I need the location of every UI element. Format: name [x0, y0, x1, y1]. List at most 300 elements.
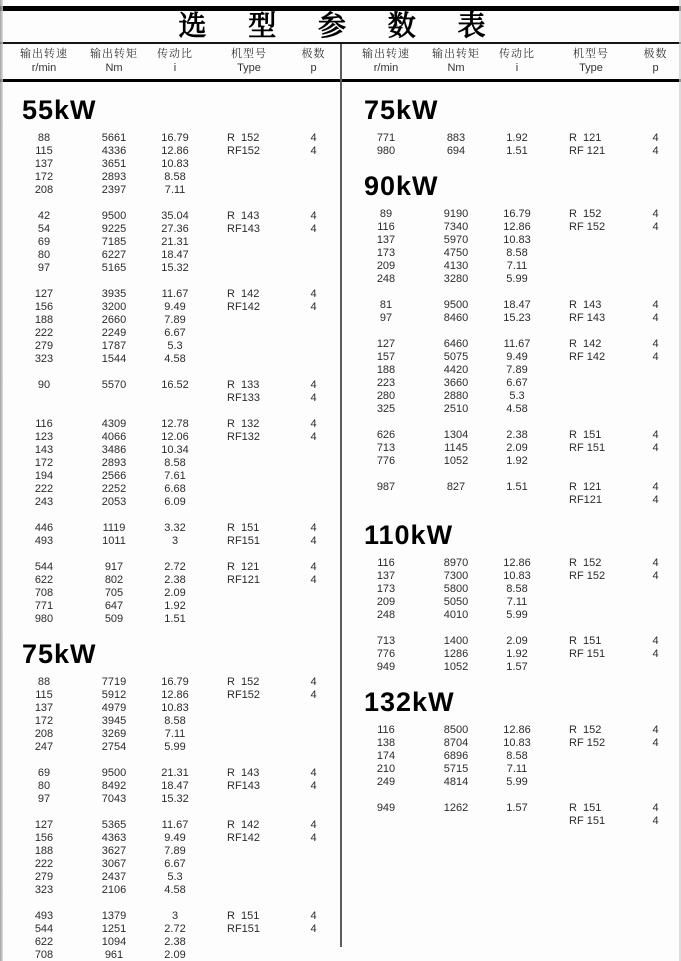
cell-model-type	[552, 583, 630, 596]
cell-ratio: 15.23	[503, 312, 531, 324]
cell-output-torque: 2893	[101, 457, 127, 469]
cell-output-torque: 3660	[443, 377, 469, 389]
cell-output-speed: 97	[37, 793, 51, 805]
cell-output-torque: 2053	[101, 496, 127, 508]
cell-ratio: 2.09	[506, 635, 528, 647]
cell-ratio: 4.58	[164, 884, 186, 896]
cell-poles: 4	[652, 221, 659, 233]
cell-output-speed: 325	[376, 403, 396, 415]
table-row	[342, 221, 681, 234]
cell-output-torque: 4066	[101, 431, 127, 443]
cell-poles	[288, 262, 339, 275]
cell-ratio: 12.86	[503, 724, 531, 736]
cell-output-speed: 127	[376, 338, 396, 350]
cell-model-type: R 152	[227, 132, 260, 144]
cell-ratio: 16.79	[161, 132, 189, 144]
cell-poles	[288, 871, 339, 884]
cell-ratio: 16.79	[161, 676, 189, 688]
table-row	[0, 431, 340, 444]
cell-ratio: 2.09	[506, 442, 528, 454]
col-header-unit: p	[310, 62, 317, 74]
cell-ratio: 12.86	[503, 557, 531, 569]
cell-output-speed	[342, 494, 430, 507]
cell-output-speed: 138	[376, 737, 396, 749]
cell-output-speed: 622	[34, 574, 54, 586]
cell-poles: 4	[652, 312, 659, 324]
cell-model-type: R 151	[227, 522, 260, 534]
table-row	[342, 442, 681, 455]
cell-ratio: 8.58	[506, 247, 528, 259]
cell-output-torque: 1094	[101, 936, 127, 948]
cell-model-type: R 133	[227, 379, 260, 391]
cell-model-type: RF142	[227, 301, 261, 313]
cell-output-torque: 1119	[102, 522, 126, 534]
cell-model-type: RF152	[227, 689, 261, 701]
row-group	[0, 910, 340, 961]
cell-model-type	[210, 158, 288, 171]
table-row	[0, 483, 340, 496]
cell-poles: 4	[310, 832, 317, 844]
cell-output-speed: 88	[37, 132, 51, 144]
row-group	[342, 635, 681, 674]
section-heading-110kw: 110kW	[364, 520, 454, 550]
cell-ratio: 10.83	[161, 702, 189, 714]
cell-output-speed: 280	[376, 390, 396, 402]
row-group	[0, 379, 340, 405]
table-row	[0, 353, 340, 366]
table-row	[342, 145, 681, 158]
table-row	[342, 737, 681, 750]
cell-model-type	[210, 587, 288, 600]
cell-model-type	[210, 793, 288, 806]
cell-ratio: 27.36	[161, 223, 189, 235]
cell-poles	[288, 793, 339, 806]
cell-model-type	[210, 702, 288, 715]
cell-output-speed: 713	[376, 635, 396, 647]
cell-poles	[288, 741, 339, 754]
cell-poles	[630, 234, 681, 247]
cell-ratio: 7.11	[506, 260, 528, 272]
cell-model-type: RF133	[227, 392, 261, 404]
table-row	[342, 557, 681, 570]
col-header-label: 输出转矩	[90, 48, 138, 60]
cell-output-speed: 172	[34, 457, 54, 469]
cell-model-type	[210, 457, 288, 470]
cell-output-speed: 949	[376, 802, 396, 814]
cell-poles	[288, 353, 339, 366]
table-row	[0, 689, 340, 702]
cell-output-torque: 5050	[443, 596, 469, 608]
cell-output-speed: 137	[34, 702, 54, 714]
cell-ratio: 10.83	[503, 570, 531, 582]
cell-model-type	[210, 327, 288, 340]
cell-poles: 4	[652, 802, 659, 814]
section-heading-75kw: 75kW	[364, 95, 439, 125]
table-row	[342, 132, 681, 145]
table-row	[0, 288, 340, 301]
cell-ratio: 1.92	[164, 600, 186, 612]
table-row	[342, 455, 681, 468]
cell-model-type: RF121	[569, 494, 603, 506]
cell-output-speed: 544	[34, 561, 54, 573]
cell-output-speed: 323	[34, 884, 54, 896]
cell-poles	[288, 600, 339, 613]
cell-model-type	[210, 171, 288, 184]
cell-model-type: RF143	[227, 223, 261, 235]
table-row	[342, 763, 681, 776]
table-row	[0, 741, 340, 754]
cell-output-torque: 1145	[444, 442, 468, 454]
cell-poles: 4	[652, 338, 659, 350]
cell-output-torque: 1286	[443, 648, 469, 660]
cell-output-torque: 917	[104, 561, 124, 573]
cell-output-speed: 127	[34, 819, 54, 831]
cell-poles	[630, 247, 681, 260]
table-row	[0, 728, 340, 741]
table-row	[0, 418, 340, 431]
cell-ratio: 1.51	[506, 481, 528, 493]
cell-output-torque: 1011	[102, 535, 126, 547]
cell-poles: 4	[652, 208, 659, 220]
cell-ratio: 5.3	[167, 871, 183, 883]
table-row	[342, 635, 681, 648]
right-table-body	[342, 97, 681, 828]
cell-output-speed: 156	[34, 832, 54, 844]
cell-output-speed: 97	[37, 262, 51, 274]
table-row	[342, 815, 681, 828]
cell-output-torque: 6227	[101, 249, 127, 261]
cell-output-torque: 5800	[443, 583, 469, 595]
cell-model-type	[552, 234, 630, 247]
cell-model-type	[210, 496, 288, 509]
row-group	[342, 802, 681, 828]
cell-poles	[288, 728, 339, 741]
cell-poles: 4	[652, 351, 659, 363]
cell-model-type	[552, 750, 630, 763]
col-header-output-torque	[430, 48, 482, 75]
cell-output-speed: 174	[376, 750, 396, 762]
cell-output-torque: 2754	[101, 741, 127, 753]
cell-ratio	[482, 494, 552, 507]
cell-poles: 4	[652, 494, 659, 506]
cell-output-speed: 115	[35, 145, 53, 157]
cell-output-torque: 4336	[101, 145, 127, 157]
cell-output-torque: 7719	[101, 676, 127, 688]
cell-poles	[630, 377, 681, 390]
cell-poles	[288, 236, 339, 249]
cell-output-torque: 647	[104, 600, 124, 612]
cell-ratio: 10.34	[161, 444, 189, 456]
cell-poles	[630, 260, 681, 273]
cell-output-torque: 4309	[101, 418, 127, 430]
table-row	[342, 273, 681, 286]
left-table-body	[0, 97, 340, 961]
cell-poles	[630, 661, 681, 674]
cell-poles	[288, 249, 339, 262]
cell-poles	[630, 596, 681, 609]
cell-poles	[288, 702, 339, 715]
col-header-unit: i	[515, 62, 519, 74]
cell-model-type: R 151	[569, 802, 602, 814]
table-row	[342, 390, 681, 403]
table-row	[0, 496, 340, 509]
cell-output-torque: 2437	[101, 871, 127, 883]
cell-output-speed: 116	[377, 724, 395, 736]
cell-poles: 4	[652, 442, 659, 454]
cell-model-type	[210, 262, 288, 275]
cell-model-type: RF151	[227, 535, 261, 547]
cell-model-type: RF151	[227, 923, 261, 935]
cell-output-torque: 8970	[443, 557, 469, 569]
cell-ratio: 15.32	[161, 793, 189, 805]
col-header-label: 极数	[301, 48, 326, 60]
cell-poles: 4	[652, 648, 659, 660]
cell-output-torque: 5715	[443, 763, 469, 775]
table-row	[0, 587, 340, 600]
table-row	[342, 338, 681, 351]
cell-poles	[288, 858, 339, 871]
cell-output-speed: 81	[379, 299, 393, 311]
cell-model-type	[210, 236, 288, 249]
cell-ratio: 2.72	[164, 923, 186, 935]
cell-output-torque: 2397	[101, 184, 127, 196]
cell-ratio: 35.04	[161, 210, 189, 222]
row-group	[0, 418, 340, 509]
col-header-label: 输出转速	[362, 48, 410, 60]
col-header-label: 极数	[643, 48, 668, 60]
cell-ratio: 21.31	[161, 236, 189, 248]
cell-output-speed: 248	[376, 609, 396, 621]
cell-ratio: 8.58	[506, 583, 528, 595]
cell-output-torque: 8704	[443, 737, 469, 749]
cell-ratio: 2.38	[506, 429, 528, 441]
cell-output-speed: 143	[34, 444, 54, 456]
cell-output-torque: 1787	[101, 340, 127, 352]
table-row	[0, 132, 340, 145]
cell-ratio: 18.47	[503, 299, 531, 311]
cell-ratio: 18.47	[161, 780, 189, 792]
cell-output-speed: 137	[376, 570, 396, 582]
cell-poles	[288, 936, 339, 949]
cell-poles	[630, 763, 681, 776]
cell-output-torque: 883	[446, 132, 466, 144]
page-title: 选 型 参 数 表	[178, 10, 503, 41]
col-header-label: 输出转矩	[432, 48, 480, 60]
cell-output-torque: 1544	[101, 353, 127, 365]
cell-output-speed: 69	[37, 236, 51, 248]
cell-poles: 4	[310, 574, 317, 586]
table-row	[342, 299, 681, 312]
cell-output-torque: 5661	[101, 132, 127, 144]
cell-output-speed: 247	[34, 741, 54, 753]
col-header-unit: r/min	[373, 62, 399, 74]
col-header-unit: Type	[579, 62, 603, 74]
cell-model-type	[210, 858, 288, 871]
cell-output-speed: 771	[34, 600, 54, 612]
cell-output-torque: 1052	[443, 661, 469, 673]
cell-model-type	[210, 871, 288, 884]
cell-output-torque: 3651	[101, 158, 127, 170]
cell-output-torque: 2880	[443, 390, 469, 402]
table-row	[0, 936, 340, 949]
cell-ratio: 10.83	[503, 234, 531, 246]
cell-output-torque: 4363	[101, 832, 127, 844]
cell-output-speed: 172	[34, 171, 54, 183]
cell-ratio: 6.68	[164, 483, 186, 495]
table-row	[0, 457, 340, 470]
cell-output-torque: 3627	[101, 845, 127, 857]
cell-output-speed: 249	[376, 776, 396, 788]
cell-output-speed: 69	[37, 767, 51, 779]
cell-output-speed: 137	[34, 158, 54, 170]
cell-ratio: 9.49	[506, 351, 528, 363]
col-header-unit: r/min	[31, 62, 57, 74]
cell-poles	[288, 496, 339, 509]
cell-model-type	[210, 728, 288, 741]
cell-output-torque: 5075	[443, 351, 469, 363]
table-row	[0, 184, 340, 197]
cell-poles: 4	[652, 299, 659, 311]
cell-ratio: 1.51	[506, 145, 528, 157]
cell-ratio: 3	[171, 535, 179, 547]
cell-output-speed: 89	[379, 208, 393, 220]
cell-poles: 4	[652, 724, 659, 736]
row-group	[0, 561, 340, 626]
cell-output-speed: 493	[34, 910, 54, 922]
table-row	[0, 819, 340, 832]
cell-ratio: 9.49	[164, 832, 186, 844]
cell-ratio: 12.78	[161, 418, 189, 430]
table-row	[0, 574, 340, 587]
cell-output-torque: 4814	[443, 776, 469, 788]
col-header-output-torque	[88, 48, 140, 75]
cell-ratio: 10.83	[161, 158, 189, 170]
left-table	[0, 44, 340, 961]
cell-model-type	[210, 340, 288, 353]
cell-ratio: 5.3	[167, 340, 183, 352]
cell-model-type: R 121	[569, 481, 602, 493]
cell-output-torque: 827	[446, 481, 466, 493]
cell-poles	[630, 776, 681, 789]
cell-ratio: 3.32	[164, 522, 186, 534]
cell-ratio: 8.58	[506, 750, 528, 762]
cell-output-speed: 188	[34, 314, 54, 326]
table-row	[0, 392, 340, 405]
cell-poles: 4	[652, 570, 659, 582]
cell-model-type: R 132	[227, 418, 260, 430]
cell-poles	[288, 587, 339, 600]
cell-output-torque: 4750	[443, 247, 469, 259]
table-row	[0, 210, 340, 223]
table-row	[342, 377, 681, 390]
col-header-unit: Type	[237, 62, 261, 74]
cell-output-speed: 223	[376, 377, 396, 389]
cell-model-type	[210, 184, 288, 197]
cell-output-speed	[342, 815, 430, 828]
cell-ratio: 7.11	[506, 596, 528, 608]
cell-output-torque: 5165	[101, 262, 127, 274]
cell-output-torque: 2106	[101, 884, 127, 896]
row-group	[342, 208, 681, 286]
table-row	[342, 260, 681, 273]
table-row	[0, 676, 340, 689]
table-row	[0, 949, 340, 961]
cell-poles: 4	[310, 780, 317, 792]
cell-output-speed: 194	[34, 470, 54, 482]
col-header-model-type	[210, 48, 288, 75]
row-group	[0, 522, 340, 548]
cell-ratio: 12.06	[161, 431, 189, 443]
cell-output-speed: 88	[37, 676, 51, 688]
cell-model-type: RF 151	[569, 815, 606, 827]
cell-output-torque: 8460	[443, 312, 469, 324]
cell-poles	[630, 403, 681, 416]
row-group	[342, 429, 681, 468]
cell-ratio: 12.86	[503, 221, 531, 233]
cell-output-speed: 123	[34, 431, 54, 443]
table-row	[0, 145, 340, 158]
cell-output-speed: 210	[376, 763, 396, 775]
col-header-unit: p	[652, 62, 659, 74]
cell-model-type: RF 143	[569, 312, 606, 324]
cell-poles	[288, 715, 339, 728]
cell-poles	[288, 483, 339, 496]
section-heading-132kw: 132kW	[364, 687, 455, 717]
cell-ratio: 7.89	[164, 314, 186, 326]
cell-model-type: RF 152	[569, 221, 606, 233]
cell-output-torque	[430, 494, 482, 507]
cell-output-speed: 209	[376, 260, 396, 272]
scan-edge-left	[0, 0, 3, 961]
row-group	[342, 557, 681, 622]
cell-model-type	[210, 353, 288, 366]
table-row	[342, 494, 681, 507]
cell-output-speed: 708	[34, 587, 54, 599]
cell-model-type	[210, 483, 288, 496]
cell-model-type	[552, 776, 630, 789]
cell-output-torque	[88, 392, 140, 405]
table-row	[342, 661, 681, 674]
cell-output-speed: 323	[34, 353, 54, 365]
cell-output-speed: 209	[376, 596, 396, 608]
table-row	[342, 208, 681, 221]
col-header-output-speed	[342, 48, 430, 75]
cell-output-torque: 2660	[101, 314, 127, 326]
col-header-poles	[288, 48, 339, 75]
cell-ratio: 1.92	[506, 455, 528, 467]
cell-output-torque: 3269	[101, 728, 127, 740]
cell-output-speed: 980	[34, 613, 54, 625]
cell-ratio: 4.58	[164, 353, 186, 365]
cell-model-type: R 143	[569, 299, 602, 311]
cell-output-speed: 156	[34, 301, 54, 313]
cell-output-torque: 509	[104, 613, 124, 625]
cell-poles	[630, 609, 681, 622]
cell-model-type	[210, 845, 288, 858]
cell-output-speed: 172	[34, 715, 54, 727]
col-header-label: 输出转速	[20, 48, 68, 60]
cell-output-torque: 4979	[101, 702, 127, 714]
col-header-unit: i	[173, 62, 177, 74]
cell-output-speed: 188	[34, 845, 54, 857]
cell-output-torque: 3935	[101, 288, 127, 300]
cell-output-torque: 3200	[101, 301, 127, 313]
col-header-label: 机型号	[573, 48, 609, 60]
cell-model-type: RF 121	[569, 145, 606, 157]
table-row	[0, 845, 340, 858]
cell-model-type	[552, 390, 630, 403]
row-group	[342, 132, 681, 158]
